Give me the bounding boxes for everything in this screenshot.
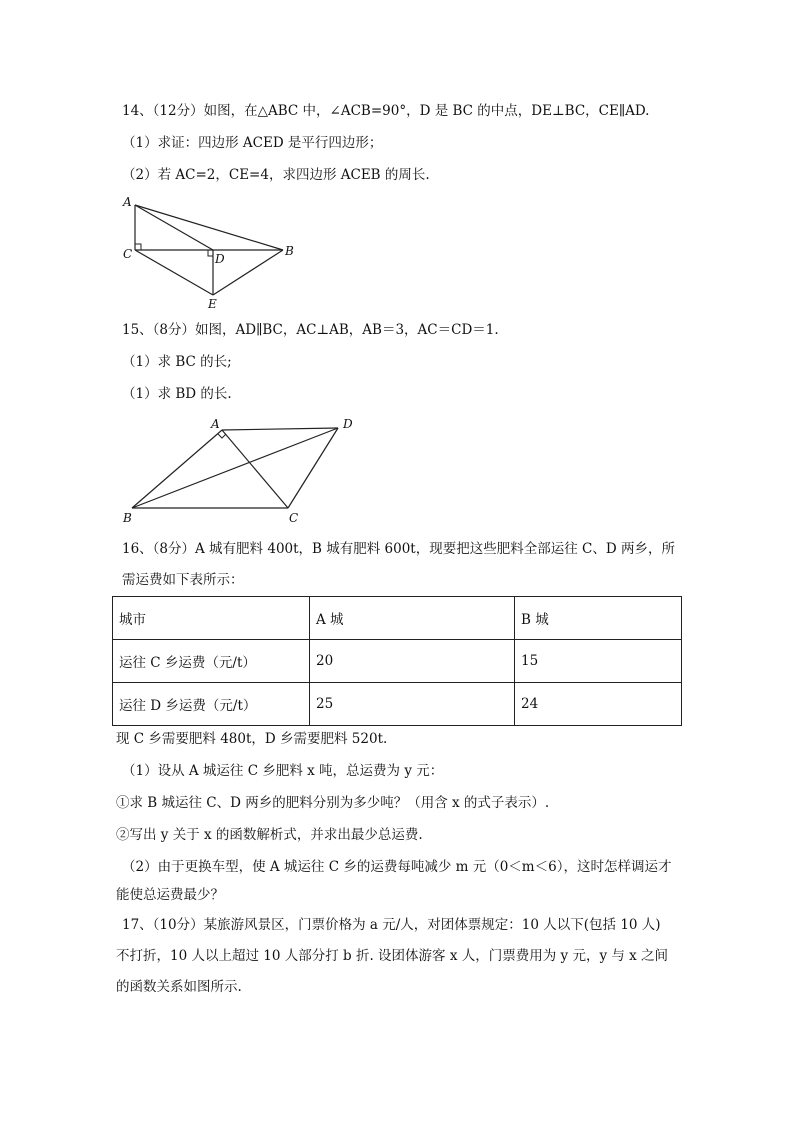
table-cell: 24: [515, 683, 682, 726]
q17-line2: 不打折，10 人以上超过 10 人部分打 b 折. 设团体游客 x 人，门票费用为 y 元，y 与 x 之间: [116, 948, 669, 964]
table-header-cell: B 城: [515, 597, 682, 640]
q16-stem-line2: 需运费如下表所示：: [122, 572, 244, 588]
segment-ab: [135, 205, 283, 250]
q14-stem: 14、（12分）如图，在△ABC 中，∠ACB=90°，D 是 BC 的中点，DE⊥BC，CE∥AD.: [122, 103, 650, 119]
q16-part1: （1）设从 A 城运往 C 乡肥料 x 吨，总运费为 y 元：: [122, 763, 444, 779]
table-header-cell: 城市: [113, 597, 310, 640]
table-cell: 运往 D 乡运费（元/t）: [113, 683, 310, 726]
q16-part1-a: ①求 B 城运往 C、D 两乡的肥料分别为多少吨？（用含 x 的式子表示）.: [116, 795, 550, 811]
label-b: B: [123, 511, 132, 525]
table-row: [113, 640, 682, 683]
label-d: D: [215, 252, 225, 266]
right-angle-mark-d: [208, 250, 213, 256]
label-c: C: [289, 511, 299, 525]
label-a: A: [211, 417, 220, 431]
table-header-cell: A 城: [310, 597, 515, 640]
table-cell: 运往 C 乡运费（元/t）: [113, 640, 310, 683]
label-d: D: [343, 417, 353, 431]
segment-ad: [135, 205, 213, 250]
right-angle-mark-c: [135, 244, 141, 250]
q16-part2-line1: （2）由于更换车型，使 A 城运往 C 乡的运费每吨减少 m 元（0＜m＜6），这时怎样调运才: [122, 859, 672, 875]
table-cell: 15: [515, 640, 682, 683]
table-cell: 20: [310, 640, 515, 683]
segment-ad: [222, 428, 338, 430]
label-c: C: [123, 247, 133, 261]
table-row: [113, 683, 682, 726]
segment-ab: [132, 430, 222, 508]
label-b: B: [285, 244, 294, 258]
fee-table: [112, 596, 682, 726]
q14-figure: [120, 192, 302, 310]
q17-line3: 的函数关系如图所示.: [116, 979, 242, 995]
right-angle-mark-a: [218, 434, 226, 438]
label-e: E: [208, 297, 217, 310]
q14-part2: （2）若 AC=2，CE=4，求四边形 ACEB 的周长.: [122, 167, 430, 183]
table-cell: 25: [310, 683, 515, 726]
q15-figure: [118, 414, 363, 526]
label-a: A: [123, 195, 132, 209]
q16-demand: 现 C 乡需要肥料 480t，D 乡需要肥料 520t.: [116, 731, 388, 747]
segment-cd: [288, 428, 338, 508]
q16-part2-line2: 能使总运费最少？: [116, 887, 224, 903]
q15-part2: （1）求 BD 的长.: [122, 386, 232, 402]
q17-line1: 17、（10分）某旅游风景区，门票价格为 a 元/人，对团体票规定：10 人以下(包括 10 人): [122, 917, 661, 933]
q15-stem: 15、（8分）如图，AD∥BC，AC⊥AB，AB＝3，AC＝CD＝1.: [122, 322, 499, 338]
q16-part1-b: ②写出 y 关于 x 的函数解析式，并求出最少总运费.: [116, 827, 423, 843]
segment-ce: [135, 250, 213, 295]
segment-bd: [132, 428, 338, 508]
q14-part1: （1）求证：四边形 ACED 是平行四边形；: [122, 135, 383, 151]
table-header-row: [113, 597, 682, 640]
q16-stem-line1: 16、（8分）A 城有肥料 400t，B 城有肥料 600t，现要把这些肥料全部运往 C、D 两乡，所: [122, 541, 675, 557]
q15-part1: （1）求 BC 的长;: [122, 354, 232, 370]
